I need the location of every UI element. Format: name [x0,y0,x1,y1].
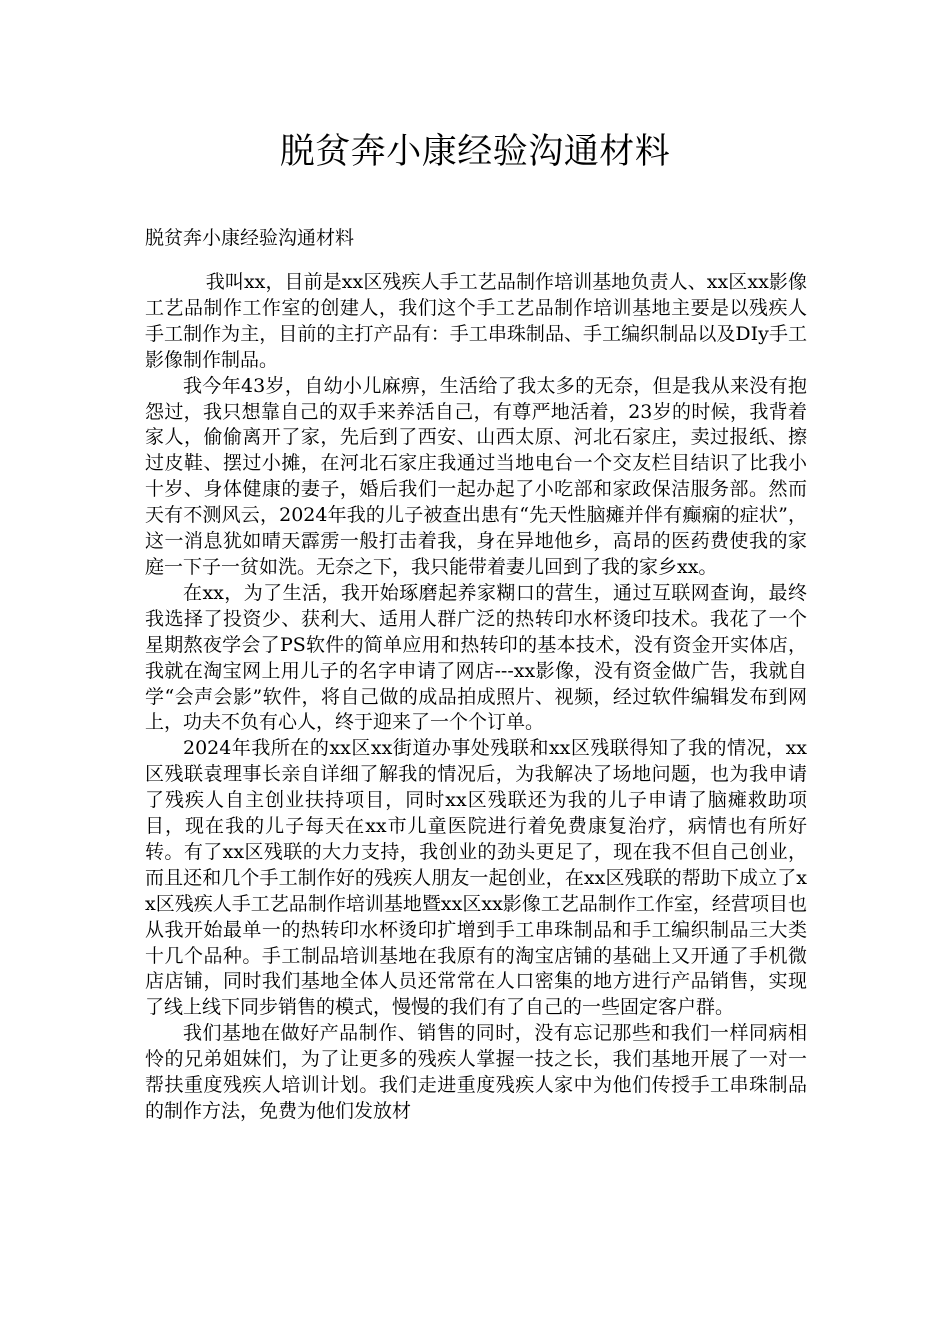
document-body [145,270,807,1125]
paragraph-support: 2024年我所在的xx区xx街道办事处残联和xx区残联得知了我的情况，xx区残联袁理事长亲自详细了解我的情况后，为我解决了场地问题，也为我申请了残疾人自主创业扶持项目，同时xx区残联还为我的儿子申请了脑瘫救助项目，现在我的儿子每天在xx市儿童医院进行着免费康复治疗，病情也有所好转。有了xx区残联的大力支持，我创业的劲头更足了，现在我不但自己创业，而且还和几个手工制作好的残疾人朋友一起创业，在xx区残联的帮助下成立了xx区残疾人手工艺品制作培训基地暨xx区xx影像工艺品制作工作室，经营项目也从我开始最单一的热转印水杯烫印扩增到手工串珠制品和手工编织制品三大类十几个品种。手工制品培训基地在我原有的淘宝店铺的基础上又开通了手机微店店铺，同时我们基地全体人员还常常在人口密集的地方进行产品销售，实现了线上线下同步销售的模式，慢慢的我们有了自己的一些固定客户群。 [145,737,807,1019]
paragraph-startup: 在xx，为了生活，我开始琢磨起养家糊口的营生，通过互联网查询，最终我选择了投资少、获利大、适用人群广泛的热转印水杯烫印技术。我花了一个星期熬夜学会了PS软件的简单应用和热转印的基本技术，没有资金开实体店，我就在淘宝网上用儿子的名字申请了网店---xx影像，没有资金做广告，我就自学“会声会影”软件，将自己做的成品拍成照片、视频，经过软件编辑发布到网上，功夫不负有心人，终于迎来了一个个订单。 [145,581,807,734]
paragraph-intro: 我叫xx，目前是xx区残疾人手工艺品制作培训基地负责人、xx区xx影像工艺品制作工作室的创建人，我们这个手工艺品制作培训基地主要是以残疾人手工制作为主，目前的主打产品有：手工串珠制品、手工编织制品以及DIy手工影像制作制品。 [145,271,807,371]
document-title: 脱贫奔小康经验沟通材料 [279,132,671,172]
paragraph-background: 我今年43岁，自幼小儿麻痹，生活给了我太多的无奈，但是我从来没有抱怨过，我只想靠自己的双手来养活自己，有尊严地活着，23岁的时候，我背着家人，偷偷离开了家，先后到了西安、山西太原、河北石家庄，卖过报纸、擦过皮鞋、摆过小摊，在河北石家庄我通过当地电台一个交友栏目结识了比我小十岁、身体健康的妻子，婚后我们一起办起了小吃部和家政保洁服务部。然而天有不测风云，2024年我的儿子被查出患有“先天性脑瘫并伴有癫痫的症状”，这一消息犹如晴天霹雳一般打击着我，身在异地他乡，高昂的医药费使我的家庭一下子一贫如洗。无奈之下，我只能带着妻儿回到了我的家乡xx。 [145,374,807,578]
paragraph-outreach: 我们基地在做好产品制作、销售的同时，没有忘记那些和我们一样同病相怜的兄弟姐妹们，为了让更多的残疾人掌握一技之长，我们基地开展了一对一帮扶重度残疾人培训计划。我们走进重度残疾人家中为他们传授手工串珠制品的制作方法，免费为他们发放材 [145,1022,807,1122]
document-subtitle: 脱贫奔小康经验沟通材料 [145,227,355,249]
